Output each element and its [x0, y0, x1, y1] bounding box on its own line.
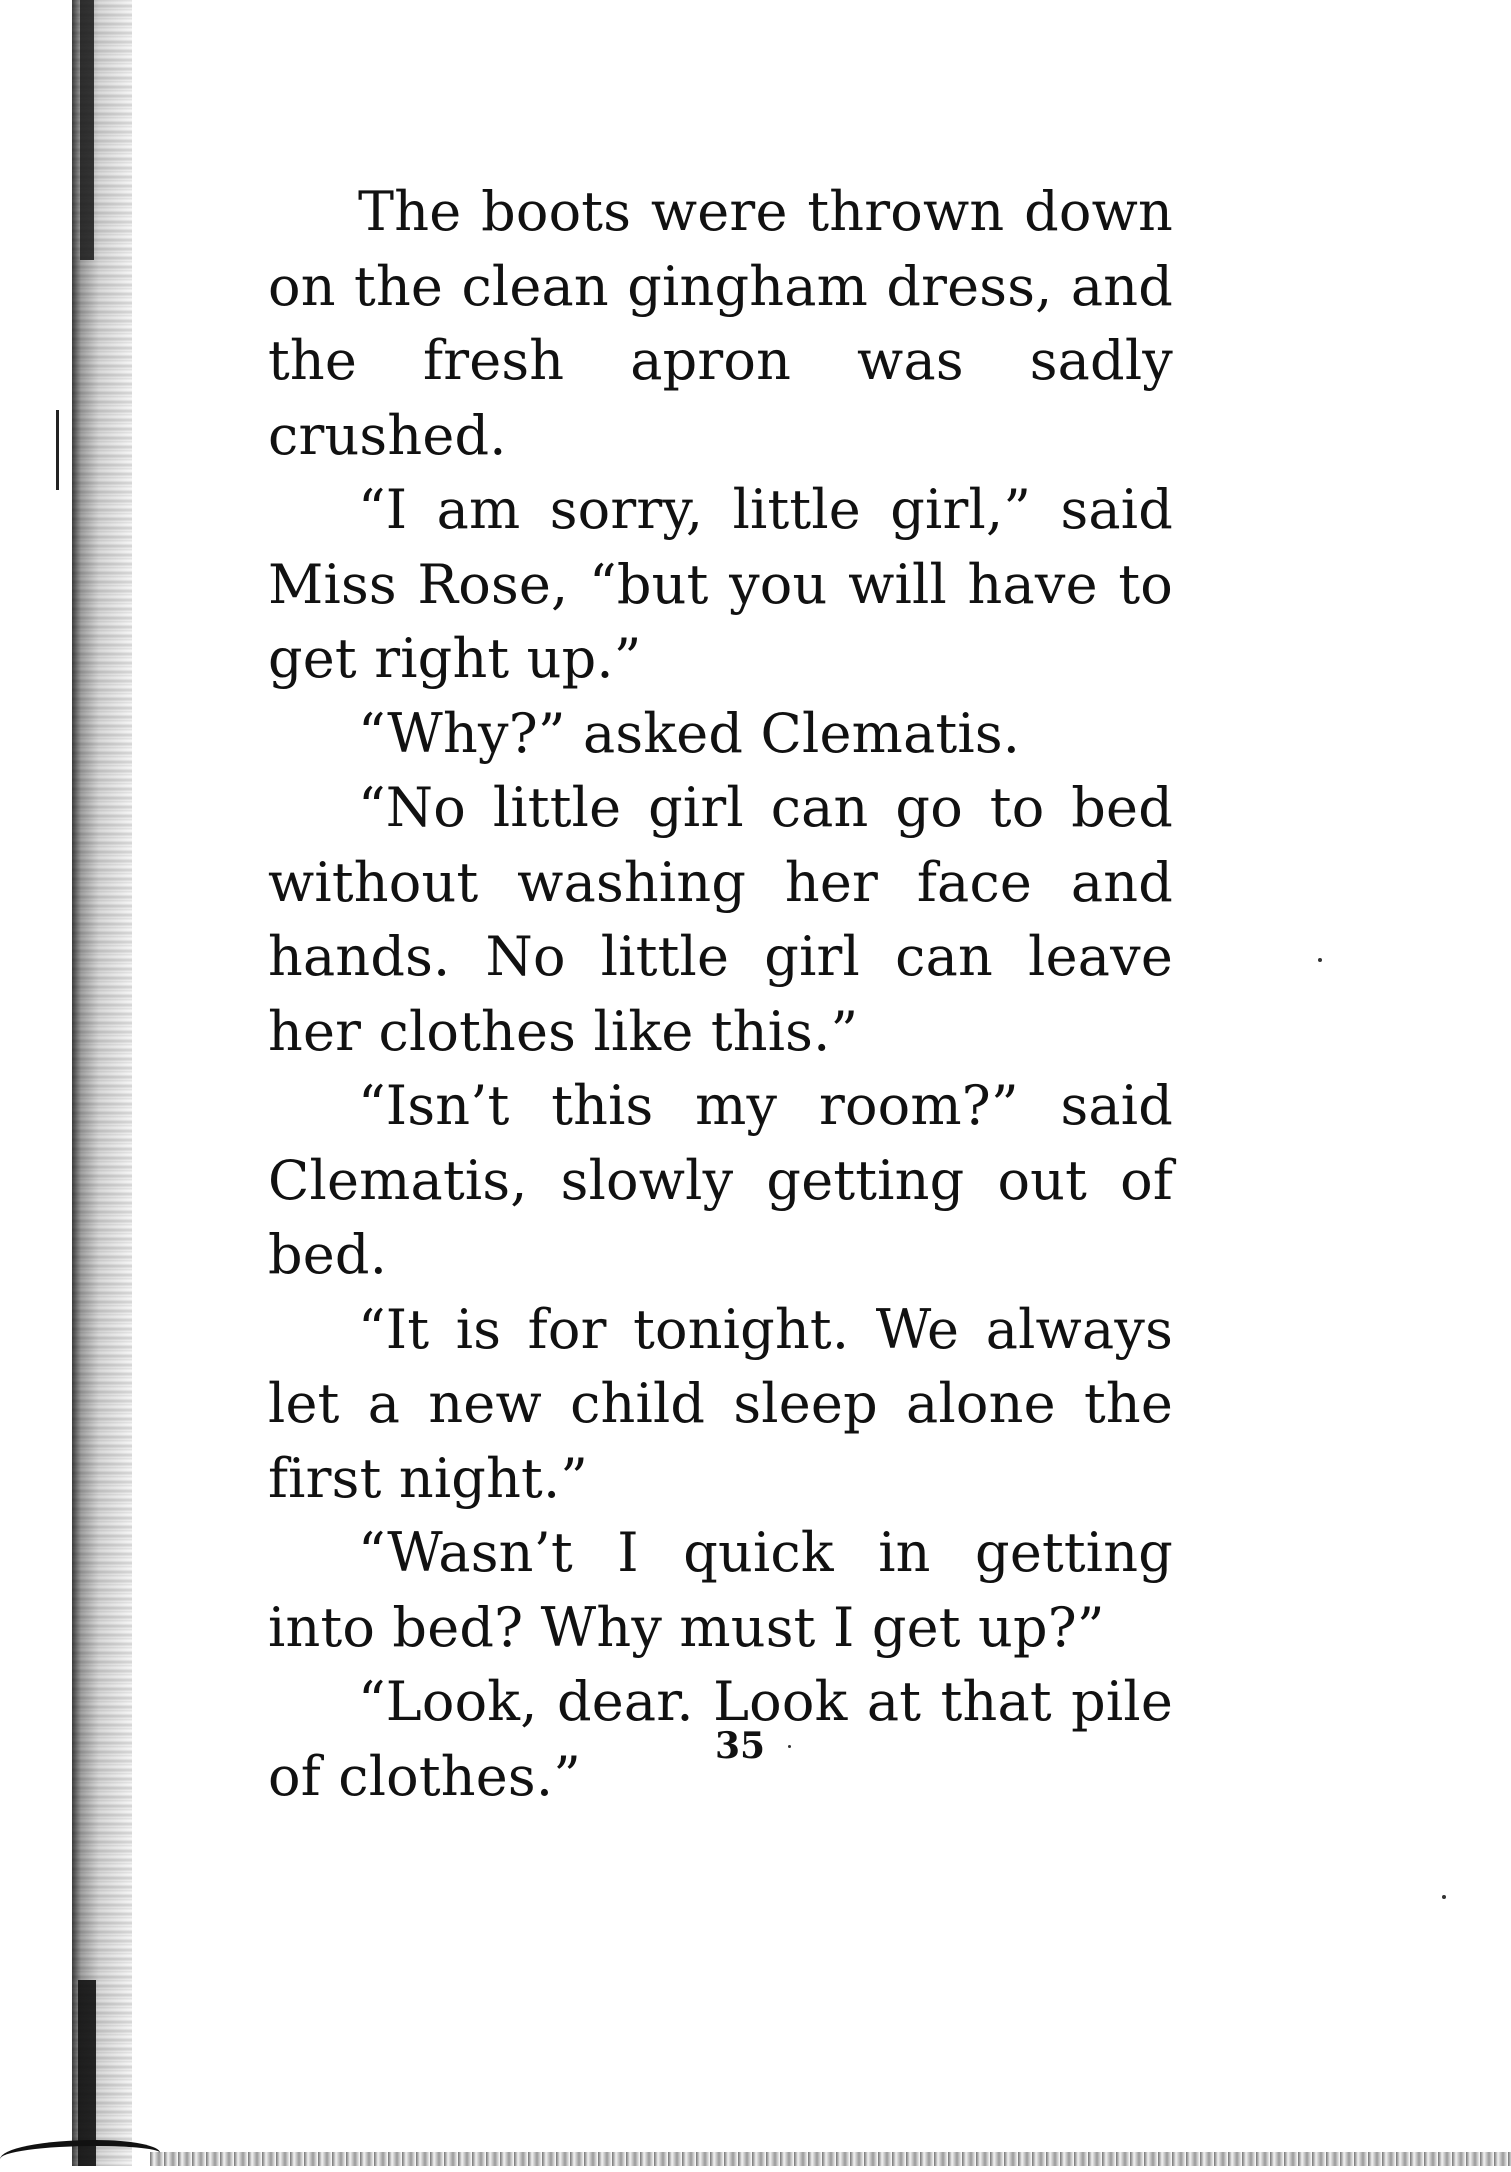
binding-dark-top	[80, 0, 94, 260]
binding-edge-shadow	[72, 0, 132, 2166]
paragraph-3: “Why?” asked Clematis.	[358, 701, 1021, 765]
paragraph-5: “Isn’t this my room?” said Clematis, slowly getting out of bed.	[268, 1074, 1173, 1286]
page-curl	[0, 2140, 160, 2172]
dust-speck	[1318, 958, 1322, 962]
paragraph-7: “Wasn’t I quick in getting into bed? Why must I get up?”	[268, 1521, 1173, 1659]
page-number: 35	[714, 1725, 766, 1767]
paragraph-1: The boots were thrown down on the clean gingham dress, and the fresh apron was sadly crushed.	[268, 180, 1173, 467]
paragraph-2: “I am sorry, little girl,” said Miss Rose, “but you will have to get right up.”	[268, 478, 1173, 690]
bottom-scan-edge	[150, 2152, 1511, 2166]
paragraph-4: “No little girl can go to bed without washing her face and hands. No little girl can leave her clothes like this.”	[268, 776, 1173, 1063]
paragraph-8: “Look, dear. Look at that pile of clothes.”	[268, 1670, 1173, 1808]
dust-speck	[1442, 1895, 1446, 1899]
stray-scan-mark	[56, 410, 59, 490]
paragraph-6: “It is for tonight. We always let a new child sleep alone the first night.”	[268, 1297, 1173, 1510]
binding-dark-bottom	[78, 1980, 96, 2166]
page-body	[268, 175, 1173, 1814]
